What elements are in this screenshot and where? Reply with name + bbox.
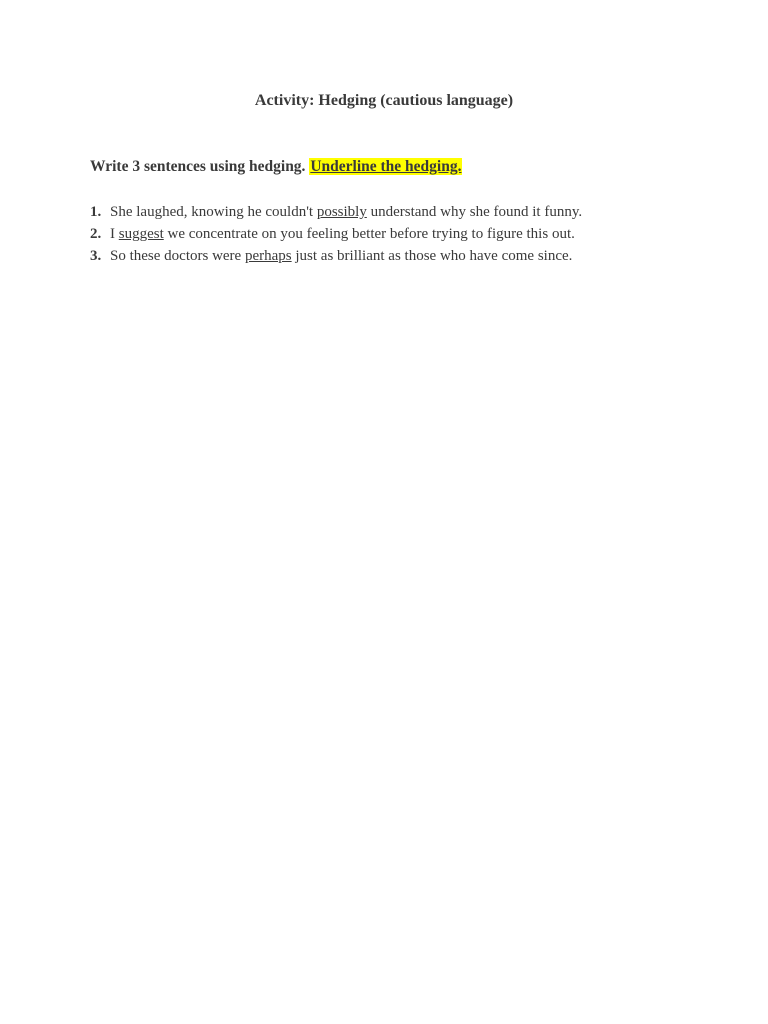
hedge-word: perhaps: [244, 248, 292, 264]
list-number: 2.: [90, 226, 102, 242]
sentence-list: [90, 201, 582, 267]
instruction-text: Write 3 sentences using hedging.: [90, 158, 306, 175]
sentence-text-after: just as brilliant as those who have come since.: [291, 248, 573, 264]
list-item: [90, 223, 582, 245]
sentence-text-before: I: [110, 226, 119, 242]
instruction: [90, 158, 462, 176]
list-item: [90, 245, 582, 267]
list-number: 1.: [90, 204, 102, 220]
hedge-word: possibly: [316, 204, 367, 220]
sentence-text-after: understand why she found it funny.: [366, 204, 583, 220]
list-item: [90, 201, 582, 223]
sentence-text-before: So these doctors were: [110, 248, 245, 264]
list-number: 3.: [90, 248, 102, 264]
hedge-word: suggest: [118, 226, 164, 242]
page-title: Activity: Hedging (cautious language): [254, 92, 514, 109]
instruction-highlight: Underline the hedging.: [310, 158, 462, 175]
sentence-text-after: we concentrate on you feeling better before trying to figure this out.: [163, 226, 575, 242]
sentence-text-before: She laughed, knowing he couldn't: [110, 204, 317, 220]
